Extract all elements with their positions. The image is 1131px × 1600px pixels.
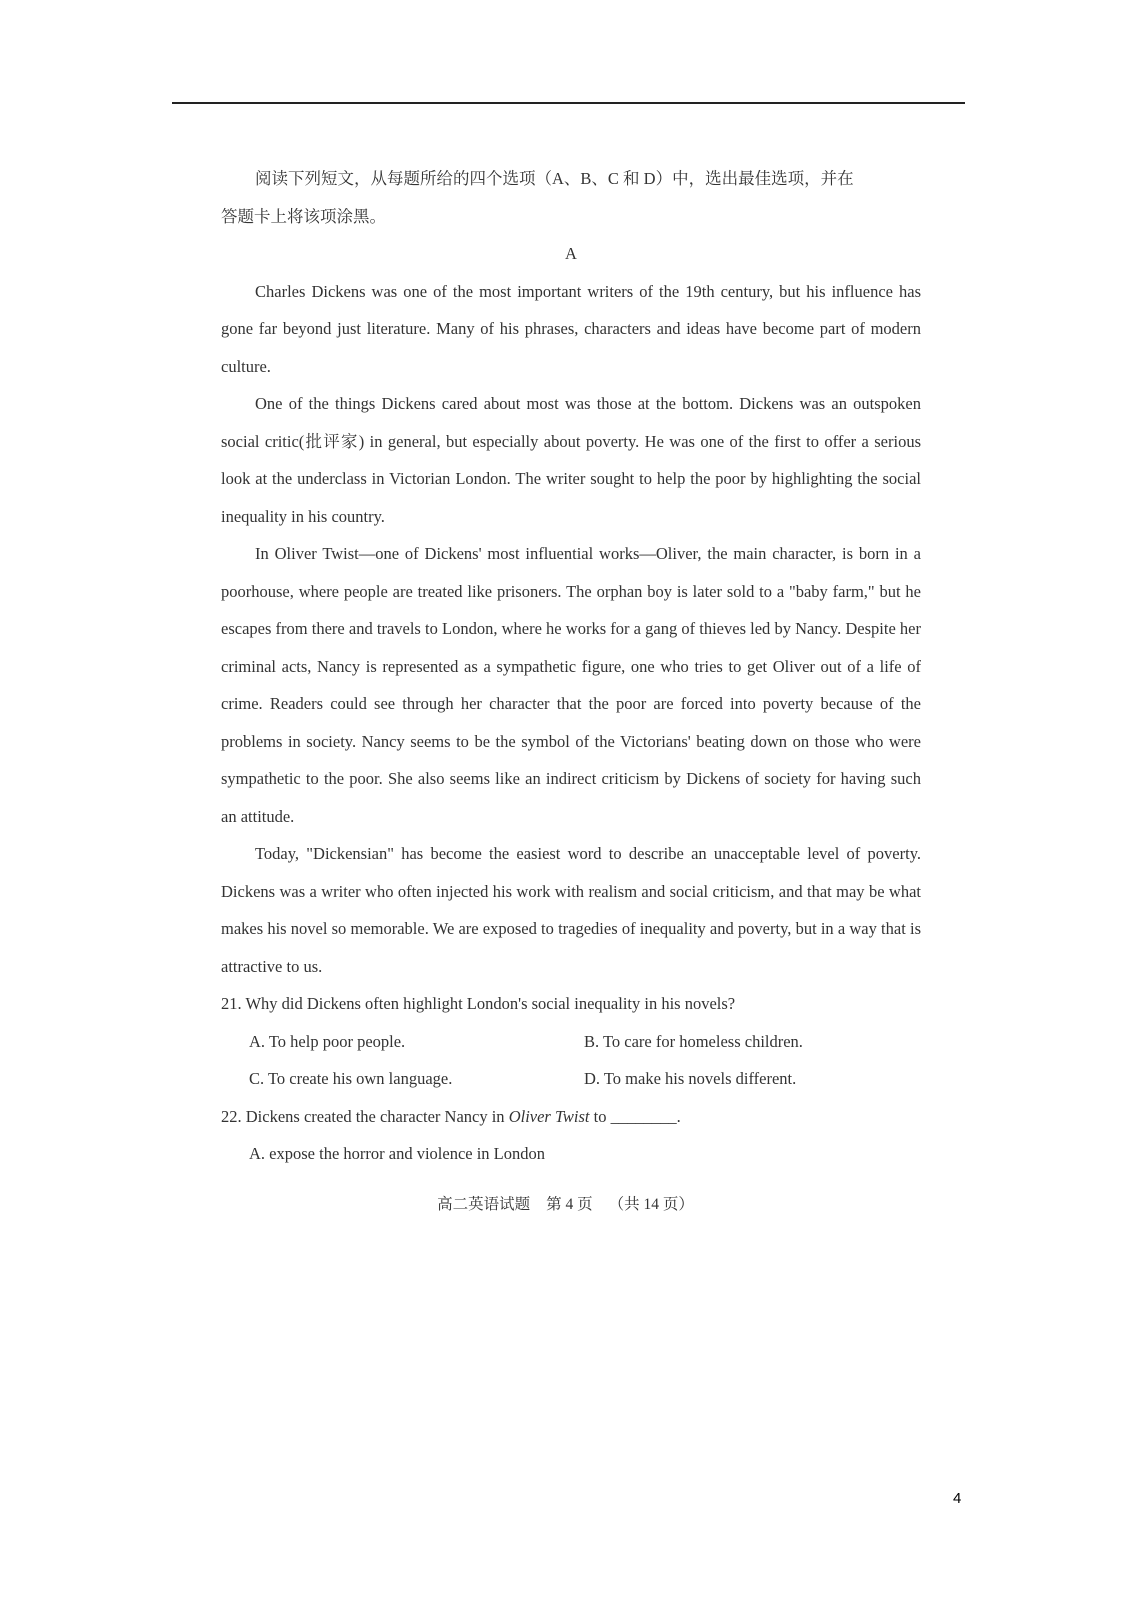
question-21-option-c: C. To create his own language. — [249, 1069, 453, 1088]
passage-paragraph-1: Charles Dickens was one of the most important writers of the 19th century, but his influence has gone far beyond just literature. Many of his phrases, characters and ideas have become part of modern culture. — [221, 281, 921, 376]
footer-total: （共 14 页） — [608, 1196, 694, 1213]
question-21-option-a: A. To help poor people. — [249, 1031, 406, 1051]
footer-page: 第 4 页 — [546, 1196, 593, 1213]
footer-subject: 高二英语试题 — [437, 1196, 531, 1213]
passage-paragraph-2: One of the things Dickens cared about most was those at the bottom. Dickens was an outspoken social critic(批评家) in general, but especially about poverty. He was one of the first to offer a serious look at the underclass in Victorian London. The writer sought to help the poor by highlighting the social inequality in his country. — [221, 394, 921, 526]
question-22-option-a: A. expose the horror and violence in London — [249, 1144, 546, 1163]
question-21-option-b: B. To care for homeless children. — [584, 1031, 803, 1051]
question-21-options-row-2 — [221, 1060, 921, 1098]
header-rule — [172, 102, 965, 104]
page-footer — [0, 1192, 1131, 1214]
passage-paragraph-3: In Oliver Twist—one of Dickens' most influential works—Oliver, the main character, is born in a poorhouse, where people are treated like prisoners. The orphan boy is later sold to a "baby farm," but he escapes from there and travels to London, where he works for a gang of thieves led by Nancy. Despite her criminal acts, Nancy is represented as a sympathetic figure, one who tries to get Oliver out of a life of crime. Readers could see through her character that the poor are forced into poverty because of the problems in society. Nancy seems to be the symbol of the Victorians' beating down on those who were sympathetic to the poor. She also seems like an indirect criticism by Dickens of society for having such an attitude. — [221, 544, 921, 826]
instructions-line-2: 答题卡上将该项涂黑。 — [221, 206, 386, 226]
question-22-options-row-1 — [221, 1135, 921, 1173]
question-22-stem-after: to — [589, 1106, 607, 1126]
question-21-stem: 21. Why did Dickens often highlight London's social inequality in his novels? — [221, 994, 736, 1013]
question-22-book-title: Oliver Twist — [508, 1106, 590, 1126]
exam-content — [221, 160, 921, 1173]
page-number: 4 — [953, 1490, 962, 1507]
question-22-stem — [221, 1098, 921, 1136]
question-21-option-d: D. To make his novels different. — [584, 1069, 797, 1088]
passage-paragraph-4: Today, "Dickensian" has become the easiest word to describe an unacceptable level of poverty. Dickens was a writer who often injected his work with realism and social criticism, and that may be what makes his novel so memorable. We are exposed to tragedies of inequality and poverty, but in a way that is attractive to us. — [221, 844, 921, 976]
question-22-blank: ________. — [610, 1106, 681, 1126]
instructions-line-1: 阅读下列短文，从每题所给的四个选项（A、B、C 和 D）中，选出最佳选项，并在 — [255, 169, 854, 188]
section-label: A — [565, 244, 577, 263]
question-21-options-row-1 — [221, 1023, 921, 1061]
question-22-stem-before: 22. Dickens created the character Nancy in — [221, 1106, 509, 1126]
